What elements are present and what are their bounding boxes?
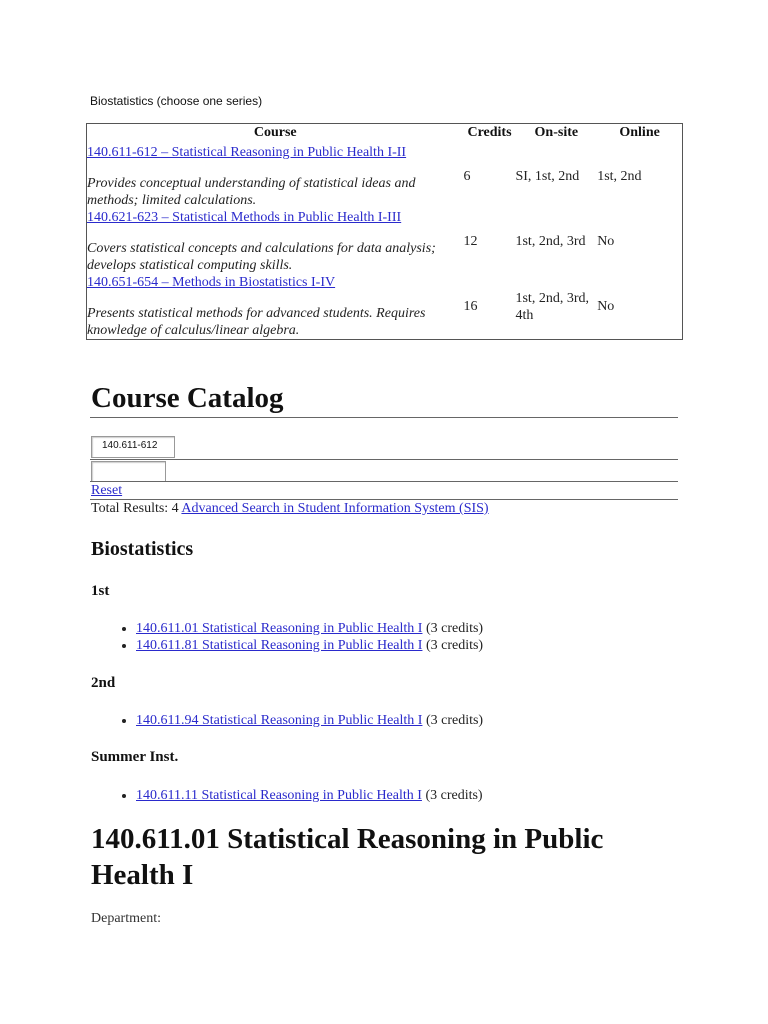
list-item bbox=[136, 712, 483, 729]
table-row bbox=[87, 209, 683, 274]
filter-divider bbox=[90, 481, 678, 482]
course-cell bbox=[87, 209, 464, 274]
course-detail-title: 140.611.01 Statistical Reasoning in Public Health I bbox=[91, 823, 604, 891]
term-list-1st bbox=[91, 620, 483, 654]
term-heading-summer-inst: Summer Inst. bbox=[91, 749, 179, 765]
term-list-2nd bbox=[91, 712, 483, 729]
offering-credits: (3 credits) bbox=[425, 713, 484, 728]
search-input[interactable]: 140.611-612 bbox=[91, 436, 175, 458]
offering-link[interactable]: 140.611.94 Statistical Reasoning in Public Health I bbox=[136, 713, 423, 728]
results-summary bbox=[91, 501, 489, 517]
table-row bbox=[87, 144, 683, 209]
total-results-label: Total Results: 4 bbox=[91, 501, 179, 516]
department-heading: Biostatistics bbox=[91, 538, 194, 560]
offering-credits: (3 credits) bbox=[425, 621, 484, 636]
title-divider bbox=[90, 417, 678, 418]
filter-input[interactable] bbox=[91, 461, 166, 482]
column-header-onsite: On-site bbox=[534, 125, 579, 140]
offering-credits: (3 credits) bbox=[425, 788, 483, 803]
credits-cell: 6 bbox=[463, 169, 471, 184]
credits-cell: 16 bbox=[463, 299, 478, 314]
course-series-link[interactable]: 140.651-654 – Methods in Biostatistics I-IV bbox=[87, 275, 336, 290]
onsite-cell: 1st, 2nd, 3rd, 4th bbox=[515, 290, 589, 323]
page-title: Course Catalog bbox=[91, 382, 284, 414]
onsite-cell: SI, 1st, 2nd bbox=[515, 169, 580, 184]
reset-link[interactable]: Reset bbox=[91, 483, 123, 498]
online-cell: 1st, 2nd bbox=[597, 169, 642, 184]
course-cell bbox=[87, 274, 464, 340]
offering-link[interactable]: 140.611.01 Statistical Reasoning in Public Health I bbox=[136, 621, 423, 636]
term-heading-2nd: 2nd bbox=[91, 675, 116, 691]
offering-link[interactable]: 140.611.81 Statistical Reasoning in Public Health I bbox=[136, 638, 423, 653]
onsite-cell: 1st, 2nd, 3rd bbox=[515, 234, 586, 249]
department-label: Department: bbox=[91, 911, 161, 926]
list-item bbox=[136, 787, 483, 804]
series-table-header bbox=[87, 124, 683, 145]
course-description: Covers statistical concepts and calculations for data analysis; develops statistical computing skills. bbox=[87, 241, 436, 273]
column-header-course: Course bbox=[253, 125, 297, 140]
course-series-link[interactable]: 140.611-612 – Statistical Reasoning in Public Health I-II bbox=[87, 145, 407, 160]
course-description: Presents statistical methods for advanced students. Requires knowledge of calculus/linear algebra. bbox=[87, 306, 426, 338]
offering-link[interactable]: 140.611.11 Statistical Reasoning in Public Health I bbox=[136, 788, 422, 803]
reset-divider bbox=[90, 499, 678, 500]
list-item bbox=[136, 620, 483, 637]
term-heading-1st: 1st bbox=[91, 583, 110, 599]
offering-credits: (3 credits) bbox=[425, 638, 484, 653]
search-divider bbox=[90, 459, 678, 460]
series-table bbox=[86, 123, 683, 340]
column-header-online: Online bbox=[619, 125, 660, 140]
online-cell: No bbox=[597, 299, 615, 314]
online-cell: No bbox=[597, 234, 615, 249]
list-item bbox=[136, 637, 483, 654]
course-cell bbox=[87, 144, 464, 209]
course-series-link[interactable]: 140.621-623 – Statistical Methods in Public Health I-III bbox=[87, 210, 402, 225]
advanced-search-link[interactable]: Advanced Search in Student Information System (SIS) bbox=[181, 501, 489, 516]
column-header-credits: Credits bbox=[467, 125, 512, 140]
course-description: Provides conceptual understanding of statistical ideas and methods; limited calculations. bbox=[87, 176, 416, 208]
credits-cell: 12 bbox=[463, 234, 478, 249]
table-row bbox=[87, 274, 683, 340]
term-list-summer-inst bbox=[91, 787, 483, 804]
series-heading: Biostatistics (choose one series) bbox=[90, 94, 263, 108]
